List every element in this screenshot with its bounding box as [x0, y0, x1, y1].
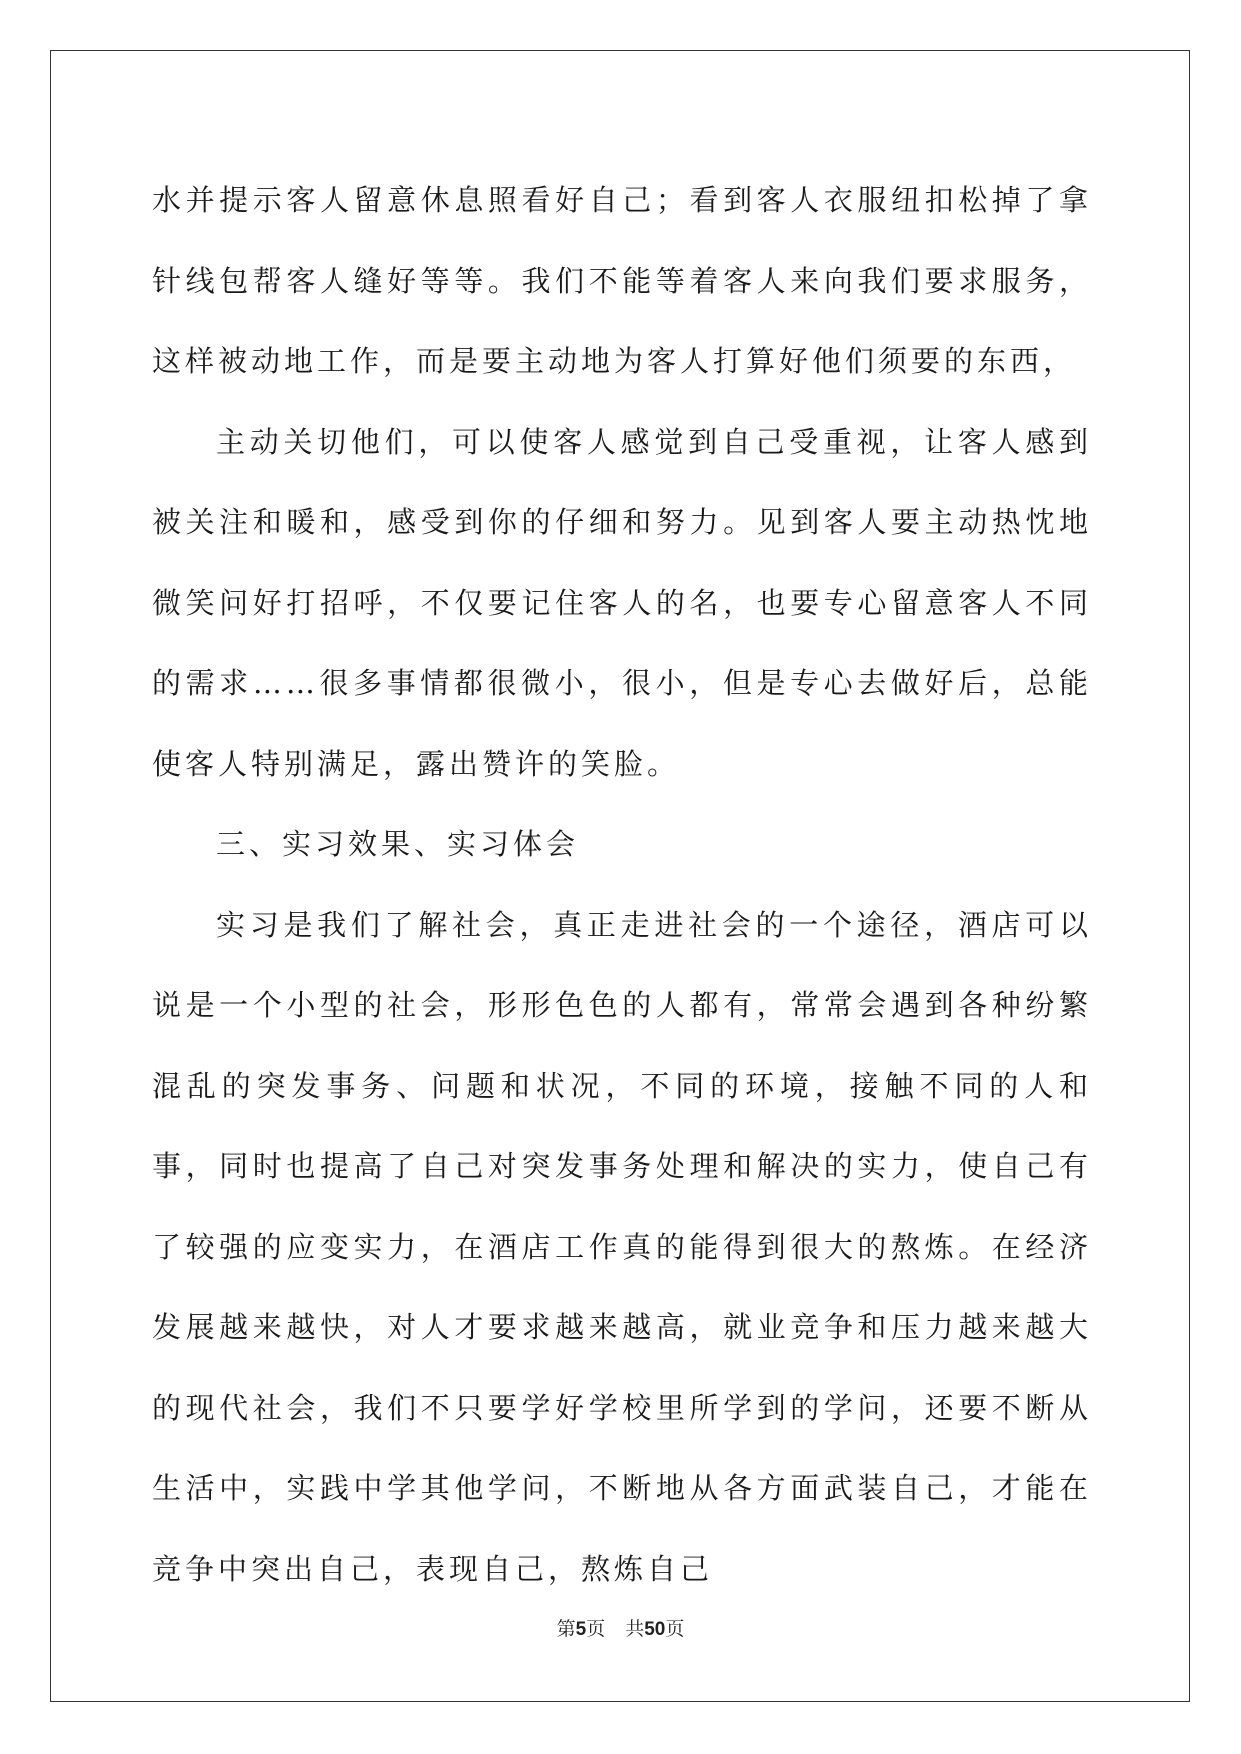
page-footer	[0, 1614, 1241, 1641]
section-heading: 三、实习效果、实习体会	[216, 827, 580, 861]
page-suffix: 页	[586, 1618, 606, 1640]
total-pages: 50	[644, 1619, 666, 1640]
paragraph-3: 实习是我们了解社会，真正走进社会的一个途径，酒店可以说是一个小型的社会，形形色色的人都有，常常会遇到各种纷繁混乱的突发事务、问题和状况，不同的环境，接触不同的人和事，同时也提高了自己对突发事务处理和解决的实力，使自己有了较强的应变实力，在酒店工作真的能得到很大的熬炼。在经济发展越来越快，对人才要求越来越高，就业竞争和压力越来越大的现代社会，我们不只要学好学校里所学到的学问，还要不断从生活中，实践中学其他学问，不断地从各方面武装自己，才能在竞争中突出自己，表现自己，熬炼自己	[152, 907, 1092, 1586]
page-prefix: 第	[556, 1618, 576, 1640]
paragraph-1: 水并提示客人留意休息照看好自己；看到客人衣服纽扣松掉了拿针线包帮客人缝好等等。我们不能等着客人来向我们要求服务，这样被动地工作，而是要主动地为客人打算好他们须要的东西，	[152, 183, 1092, 378]
total-prefix: 共	[625, 1618, 645, 1640]
page-number: 5	[575, 1619, 587, 1640]
document-body	[152, 160, 1092, 1609]
paragraph-2: 主动关切他们，可以使客人感觉到自己受重视，让客人感到被关注和暖和，感受到你的仔细和努力。见到客人要主动热忱地微笑问好打招呼，不仅要记住客人的名，也要专心留意客人不同的需求……很多事情都很微小，很小，但是专心去做好后，总能使客人特别满足，露出赞许的笑脸。	[152, 424, 1092, 781]
total-suffix: 页	[665, 1618, 685, 1640]
